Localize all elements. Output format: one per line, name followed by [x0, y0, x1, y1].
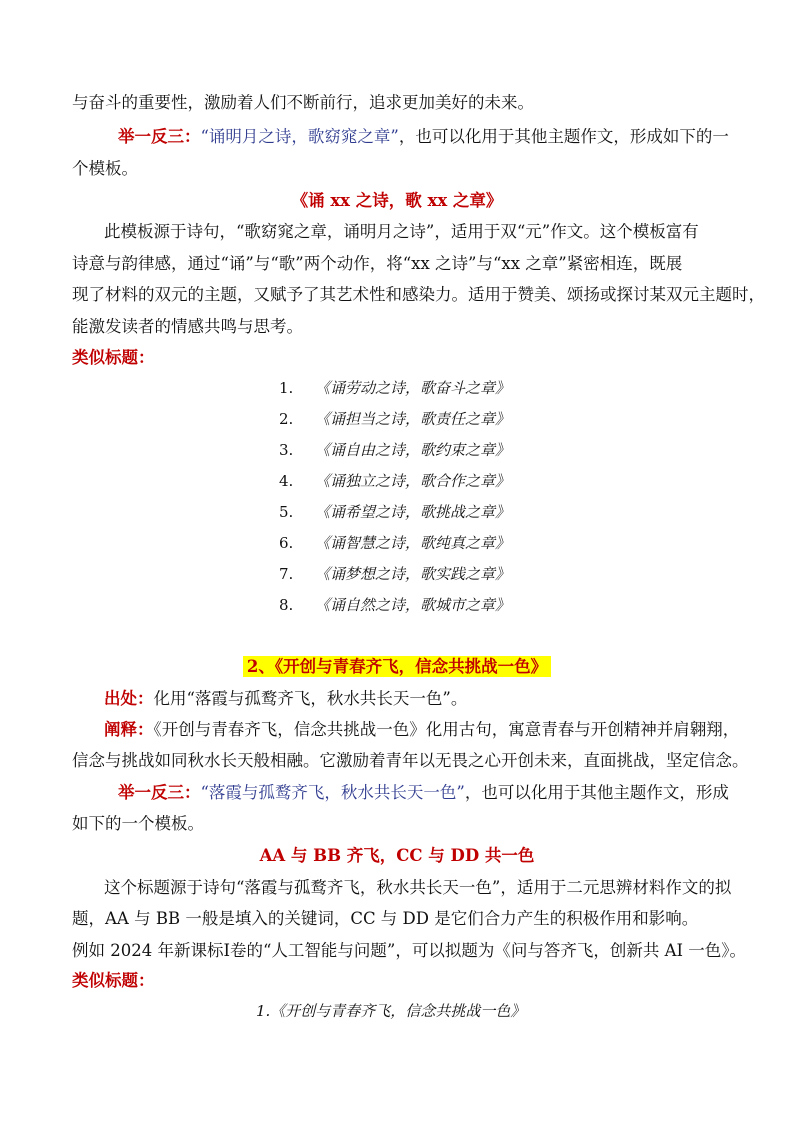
example-label: 举一反三： [118, 127, 201, 146]
paragraph-line: 这个标题源于诗句“落霞与孤鹜齐飞，秋水共长天一色”，适用于二元思辨材料作文的拟 [104, 878, 732, 897]
explain-line [104, 719, 739, 741]
paragraph-line: 此模板源于诗句，“歌窈窕之章，诵明月之诗”，适用于双“元”作文。这个模板富有 [104, 222, 699, 241]
paragraph-line: 能激发读者的情感共鸣与思考。 [72, 317, 303, 336]
paragraph-line: 信念与挑战如同秋水长天般相融。它激励着青年以无畏之心开创未来，直面挑战，坚定信念。 [72, 751, 749, 770]
paragraph-line: 与奋斗的重要性，激励着人们不断前行，追求更加美好的未来。 [72, 93, 534, 112]
list-item: 1.《开创与青春齐飞，信念共挑战一色》 [256, 1002, 526, 1020]
list-item: 7. 《诵梦想之诗，歌实践之章》 [279, 565, 511, 583]
list-item: 4. 《诵独立之诗，歌合作之章》 [279, 472, 511, 490]
source-text: 化用“落霞与孤鹜齐飞，秋水共长天一色”。 [153, 689, 468, 708]
source-line [104, 688, 467, 710]
paragraph-line: 题，AA 与 BB 一般是填入的关键词，CC 与 DD 是它们合力产生的积极作用和影响。 [72, 909, 699, 928]
paragraph-example-line [118, 782, 729, 804]
similar-titles-label: 类似标题： [72, 348, 155, 367]
list-item: 1. 《诵劳动之诗，歌奋斗之章》 [279, 379, 511, 397]
source-label: 出处： [104, 689, 154, 708]
list-item: 6. 《诵智慧之诗，歌纯真之章》 [279, 534, 511, 552]
paragraph-line: 诗意与韵律感，通过“诵”与“歌”两个动作，将“xx 之诗”与“xx 之章”紧密相连，既展 [72, 254, 683, 273]
paragraph-text: ，也可以化用于其他主题作文，形成 [464, 783, 729, 802]
paragraph-line: 个模板。 [72, 159, 138, 178]
list-item: 2. 《诵担当之诗，歌责任之章》 [279, 410, 511, 428]
explain-text: 《开创与青春齐飞，信念共挑战一色》化用古句，寓意青春与开创精神并肩翱翔， [153, 720, 740, 739]
explain-label: 阐释： [104, 720, 154, 739]
similar-titles-label: 类似标题： [72, 971, 155, 990]
list-item: 8. 《诵自然之诗，歌城市之章》 [279, 596, 511, 614]
list-item: 5. 《诵希望之诗，歌挑战之章》 [279, 503, 511, 521]
paragraph-line: 如下的一个模板。 [72, 814, 204, 833]
list-item: 3. 《诵自由之诗，歌约束之章》 [279, 441, 511, 459]
template-title: AA 与 BB 齐飞，CC 与 DD 共一色 [259, 846, 535, 865]
paragraph-text: ，也可以化用于其他主题作文，形成如下的一 [398, 127, 729, 146]
quote-text: “落霞与孤鹜齐飞，秋水共长天一色” [200, 783, 465, 802]
paragraph-line: 例如 2024 年新课标Ⅰ卷的“人工智能与问题”，可以拟题为《问与答齐飞，创新共 AI 一色》。 [72, 941, 747, 960]
example-label: 举一反三： [118, 783, 201, 802]
quote-text: “诵明月之诗，歌窈窕之章” [200, 127, 399, 146]
paragraph-line: 现了材料的双元的主题，又赋予了其艺术性和感染力。适用于赞美、颂扬或探讨某双元主题时， [72, 285, 765, 304]
section-heading: 2、《开创与青春齐飞，信念共挑战一色》 [0, 656, 794, 678]
template-title: 《诵 xx 之诗，歌 xx 之章》 [291, 191, 503, 210]
paragraph-example-line [118, 126, 729, 148]
